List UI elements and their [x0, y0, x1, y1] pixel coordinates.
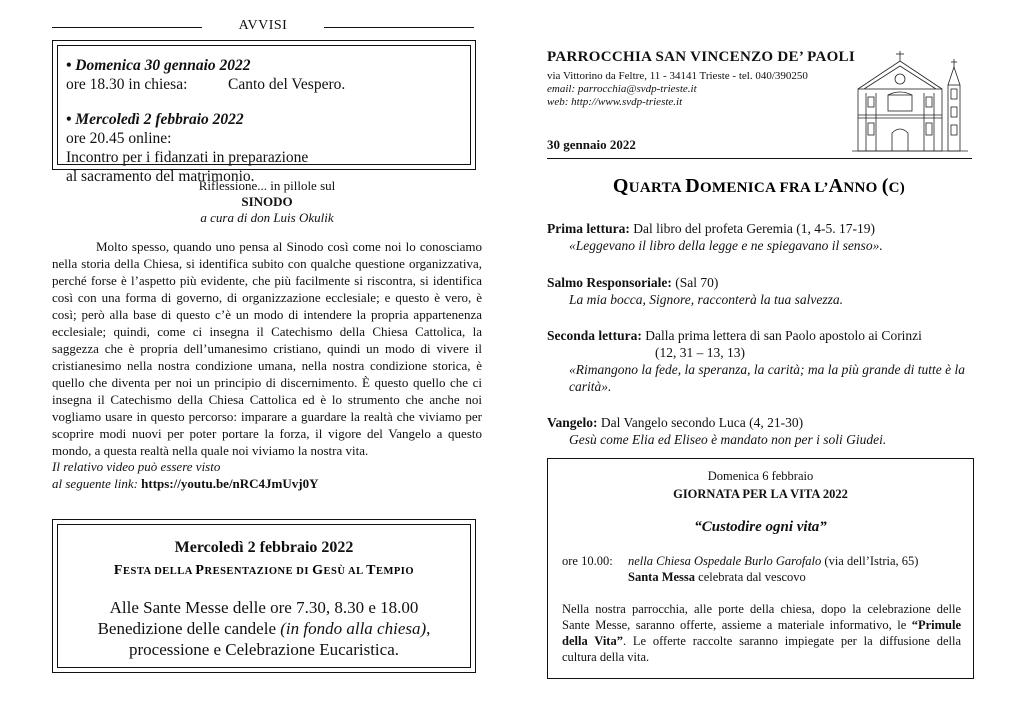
event-2-desc: Incontro per i fidanzati in preparazione [66, 149, 309, 166]
reading-second [547, 327, 972, 395]
life-day-title: GIORNATA PER LA VITA 2022 [673, 487, 848, 501]
reading-second-ref: (12, 31 – 13, 13) [655, 345, 745, 360]
article [52, 238, 482, 459]
church-drawing [848, 45, 972, 153]
event-2-date: • Mercoledì 2 febbraio 2022 [66, 111, 244, 128]
life-day-box [547, 458, 974, 679]
event-2 [66, 110, 470, 186]
life-day-note-a: Nella nostra parrocchia, alle porte della chiesa, dopo la celebrazione delle Sante Messe, saranno offerte, assieme a materiale informativo, le [562, 602, 961, 632]
reading-gospel-quote: Gesù come Elia ed Eliseo è mandato non per i soli Giudei. [569, 432, 887, 447]
event-1-date: • Domenica 30 gennaio 2022 [66, 57, 251, 74]
parish-web[interactable]: web: http://www.svdp-trieste.it [547, 96, 683, 108]
reading-first [547, 220, 972, 254]
avvisi-header [52, 18, 474, 34]
reading-first-quote: «Leggevano il libro della legge e ne spiegavano il senso». [569, 238, 883, 253]
reading-psalm [547, 274, 972, 308]
video-line2: al seguente link: [52, 476, 138, 491]
life-day-note [562, 601, 961, 665]
feast-line2b: (in fondo alla chiesa) [280, 619, 427, 638]
reflection-line: Riflessione... in pillole sul [198, 178, 336, 193]
life-day-place: nella Chiesa Ospedale Burlo Garofalo [628, 554, 822, 568]
life-day-mass-label: Santa Messa [628, 570, 696, 584]
sunday-title-text [547, 172, 972, 198]
reading-second-label: Seconda lettura: [547, 328, 642, 343]
feast-box [52, 519, 476, 673]
svg-text:QUARTA DOMENICA FRA L’ANNO (C): QUARTA DOMENICA FRA L’ANNO (C) [612, 175, 906, 197]
feast-line1: Alle Sante Messe delle ore 7.30, 8.30 e 18.00 [109, 598, 419, 617]
parish-email[interactable]: email: parrocchia@svdp-trieste.it [547, 83, 697, 95]
reading-gospel [547, 414, 972, 448]
feast-subtitle-text [84, 561, 444, 579]
reading-gospel-text: Dal Vangelo secondo Luca (4, 21-30) [597, 415, 804, 430]
event-1-desc: Canto del Vespero. [228, 76, 346, 93]
life-day-mass [562, 553, 965, 585]
reflection-header [52, 178, 482, 226]
parish-name: PARROCCHIA SAN VINCENZO DE’ PAOLI [547, 49, 855, 65]
life-day-date: Domenica 6 febbraio [707, 469, 814, 483]
reading-second-quote: «Rimangono la fede, la speranza, la carità; ma la più grande di tutte è la carità». [569, 362, 965, 394]
feast-line2c: , [426, 619, 431, 638]
feast-body [58, 597, 470, 660]
parish-street: via Vittorino da Feltre, 11 - 34141 Trieste - tel. 040/390250 [547, 70, 808, 82]
reading-gospel-label: Vangelo: [547, 415, 598, 430]
life-day-mass-rest: celebrata dal vescovo [695, 570, 806, 584]
event-1 [66, 56, 345, 94]
feast-line2a: Benedizione delle candele [97, 619, 281, 638]
bulletin-date: 30 gennaio 2022 [547, 137, 636, 152]
reading-psalm-label: Salmo Responsoriale: [547, 275, 672, 290]
reading-second-text: Dalla prima lettera di san Paolo apostolo ai Corinzi [641, 328, 922, 343]
feast-title: Mercoledì 2 febbraio 2022 [174, 539, 354, 556]
header-rule [547, 158, 972, 159]
reflection-topic: SINODO [241, 194, 293, 209]
life-day-motto: “Custodire ogni vita” [694, 519, 827, 535]
reflection-author: a cura di don Luis Okulik [200, 210, 334, 225]
life-day-place-addr: (via dell’Istria, 65) [821, 554, 919, 568]
avvisi-title: AVVISI [238, 18, 288, 33]
parish-address [547, 70, 808, 109]
life-day-note-b: “Primule della Vita” [562, 618, 961, 648]
svg-text:FESTA DELLA PRESENTAZIONE DI G: FESTA DELLA PRESENTAZIONE DI GESÙ AL TEMPIO [113, 563, 415, 578]
video-link[interactable]: https://youtu.be/nRC4JmUvj0Y [141, 476, 319, 491]
article-text: Molto spesso, quando uno pensa al Sinodo così come noi lo conosciamo nella storia della Chiesa, si identifica subito con qualche questione organizzativa, perché forse è l’aspetto più evidente, che più facilmente si riscontra, si identifica così con una forma di governo, di organizzazione ecclesiale; e questo è vero, è così; però alla base di questo c’è un modo di intendere la propria appartenenza ecclesiale; quindi, come ci insegna il Catechismo della Chiesa Cattolica, la saggezza che è propria dell’umanesimo cristiano, quindi un modo di vivere il cristianesimo nella nostra condizione umana, nella nostra condizione storica, è quello che diventa per noi un principio di discernimento. È questo quello che ci insegna il Catechismo della Chiesa Cattolica ed è lo strumento che anche noi vogliamo usare in questo percorso: imparare a guardare la realtà che viviamo per scoprire modi nuovi per poter portare la forza, il vigore del Vangelo a questo mondo, a questa realtà nella quale noi viviamo la nostra vita. [52, 239, 482, 458]
sunday-title [547, 172, 972, 204]
feast-line3: processione e Celebrazione Eucaristica. [129, 640, 399, 659]
life-day-note-c: . Le offerte raccolte saranno impiegate per la diffusione della cultura della vita. [562, 634, 961, 664]
reading-first-label: Prima lettura: [547, 221, 630, 236]
event-2-time: ore 20.45 online: [66, 130, 172, 147]
feast-subtitle [58, 561, 470, 579]
event-1-time: ore 18.30 in chiesa: [66, 76, 188, 93]
video-note [52, 458, 482, 492]
reading-first-text: Dal libro del profeta Geremia (1, 4-5. 17-19) [629, 221, 876, 236]
life-day-time: ore 10.00: [562, 554, 613, 568]
reading-psalm-quote: La mia bocca, Signore, racconterà la tua salvezza. [569, 292, 843, 307]
event-2-desc2: al sacramento del matrimonio. [66, 168, 255, 185]
video-line1: Il relativo video può essere visto [52, 459, 221, 474]
avvisi-box [52, 40, 476, 185]
reading-psalm-text: (Sal 70) [671, 275, 719, 290]
